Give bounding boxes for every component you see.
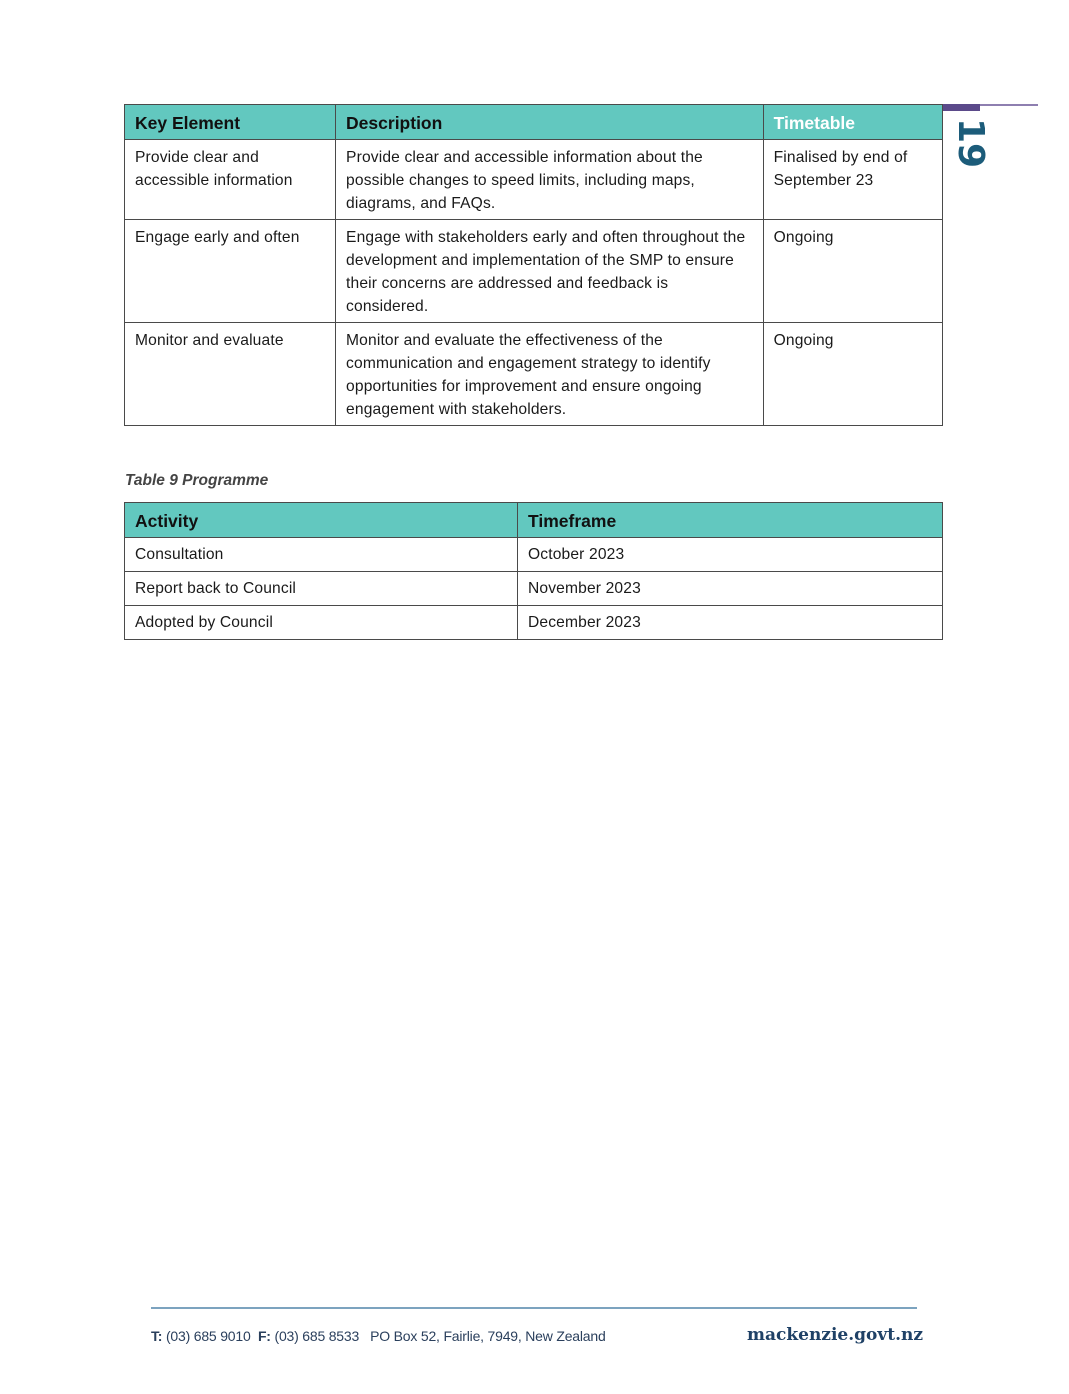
postal-address: PO Box 52, Fairlie, 7949, New Zealand — [370, 1328, 606, 1344]
activity-cell: Consultation — [125, 538, 518, 572]
key-elements-table — [124, 104, 943, 426]
timetable-cell: Finalised by end of September 23 — [763, 140, 942, 220]
fax-number: (03) 685 8533 — [274, 1328, 360, 1344]
timetable-cell: Ongoing — [763, 323, 942, 426]
column-header-description: Description — [336, 105, 764, 140]
key-element-cell: Engage early and often — [125, 220, 336, 323]
programme-table — [124, 502, 943, 640]
table-row — [125, 606, 943, 640]
description-cell: Monitor and evaluate the effectiveness of the communication and engagement strategy to identify opportunities for improvement and ensure ongoing engagement with stakeholders. — [336, 323, 764, 426]
activity-cell: Adopted by Council — [125, 606, 518, 640]
table-row — [125, 323, 943, 426]
table-header-row — [125, 105, 943, 140]
column-header-timetable: Timetable — [763, 105, 942, 140]
website-link[interactable]: mackenzie.govt.nz — [747, 1325, 924, 1345]
footer-contact — [151, 1328, 606, 1344]
footer-divider — [151, 1307, 917, 1309]
table-row — [125, 538, 943, 572]
timetable-cell: Ongoing — [763, 220, 942, 323]
column-header-timeframe: Timeframe — [518, 503, 943, 538]
description-cell: Engage with stakeholders early and often throughout the development and implementation of the SMP to ensure their concerns are addressed and feedback is considered. — [336, 220, 764, 323]
timeframe-cell: October 2023 — [518, 538, 943, 572]
table-row — [125, 220, 943, 323]
table-row — [125, 572, 943, 606]
fax-label: F: — [257, 1328, 271, 1344]
phone-number: (03) 685 9010 — [165, 1328, 251, 1344]
column-header-activity: Activity — [125, 503, 518, 538]
key-element-cell: Provide clear and accessible information — [125, 140, 336, 220]
page-number: 19 — [950, 117, 992, 169]
description-cell: Provide clear and accessible information about the possible changes to speed limits, including maps, diagrams, and FAQs. — [336, 140, 764, 220]
key-element-cell: Monitor and evaluate — [125, 323, 336, 426]
table-row — [125, 140, 943, 220]
page-tab-line — [980, 104, 1038, 106]
page-tab-accent — [943, 104, 980, 111]
timeframe-cell: November 2023 — [518, 572, 943, 606]
activity-cell: Report back to Council — [125, 572, 518, 606]
phone-label: T: — [151, 1328, 163, 1344]
table-header-row — [125, 503, 943, 538]
column-header-key-element: Key Element — [125, 105, 336, 140]
timeframe-cell: December 2023 — [518, 606, 943, 640]
table-caption: Table 9 Programme — [125, 472, 269, 489]
